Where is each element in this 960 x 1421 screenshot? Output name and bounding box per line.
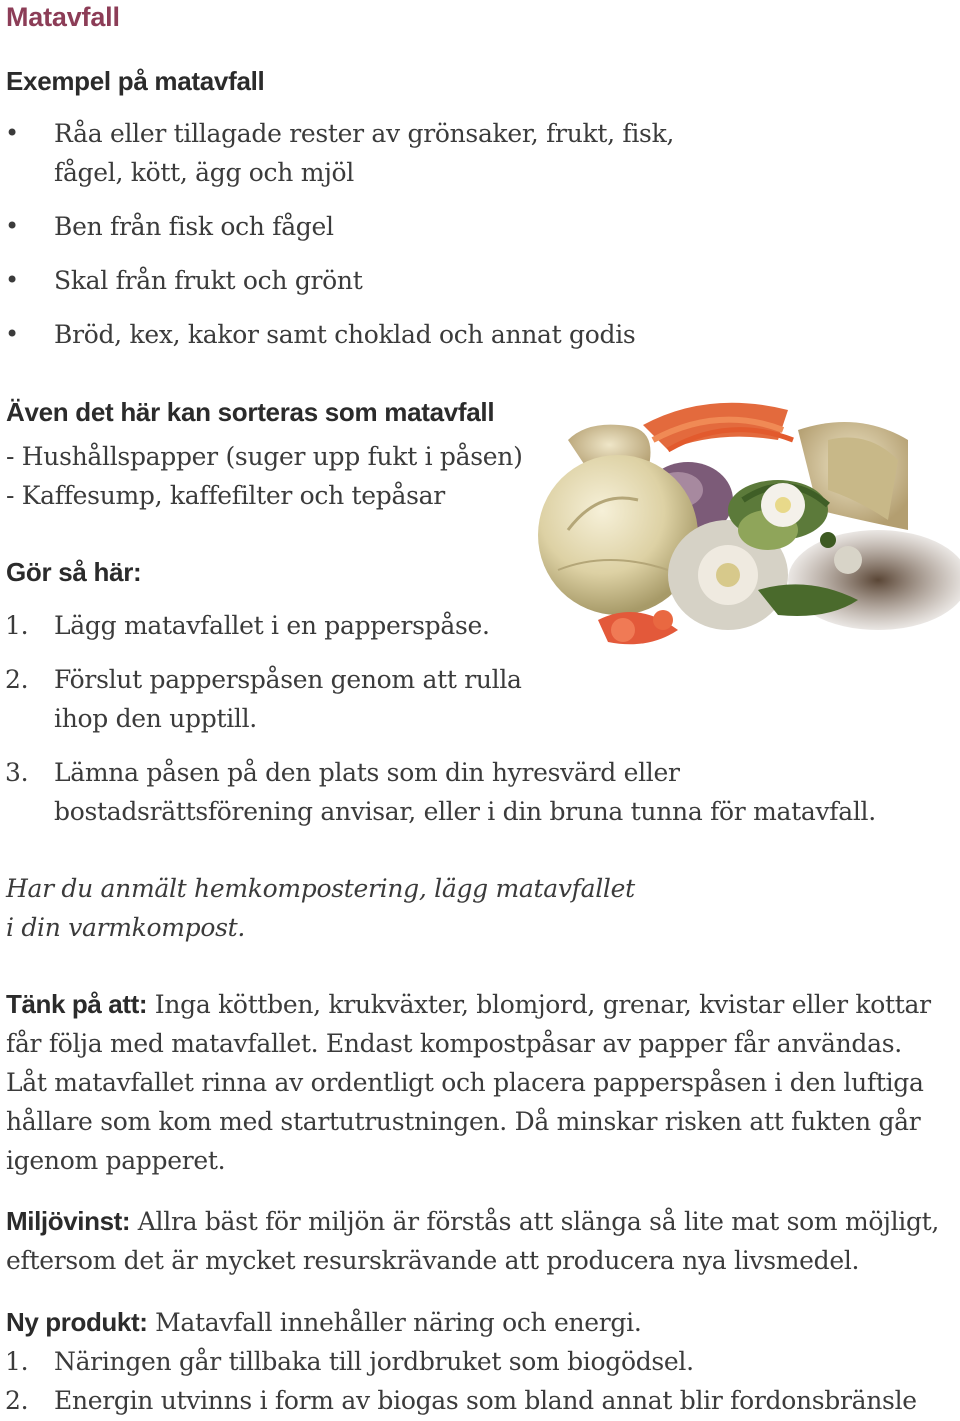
step-text: Lämna påsen på den plats som din hyresvärd eller bostadsrättsförening anvisar, eller i din bruna tunna för matavfall. xyxy=(54,758,876,826)
list-item: - Kaffesump, kaffefilter och tepåsar xyxy=(6,481,445,510)
product-paragraph xyxy=(6,1303,946,1342)
also-list xyxy=(6,437,566,515)
item-number: 1. xyxy=(5,1347,29,1376)
step-number: 3. xyxy=(5,758,29,787)
howto-steps xyxy=(0,606,940,846)
list-item: • Ben från fisk och fågel xyxy=(0,207,760,246)
env-label: Miljövinst: xyxy=(6,1206,131,1236)
product-text: Matavfall innehåller näring och energi. xyxy=(147,1308,642,1337)
examples-heading: Exempel på matavfall xyxy=(6,66,265,96)
product-label: Ny produkt: xyxy=(6,1307,148,1337)
list-item: • Råa eller tillagade rester av grönsaker, frukt, fisk, fågel, kött, ägg och mjöl xyxy=(0,114,734,192)
home-compost-note: Har du anmält hemkompostering, lägg matavfallet i din varmkompost. xyxy=(6,874,635,942)
step-text: Förslut papperspåsen genom att rulla ihop den upptill. xyxy=(54,665,522,733)
step-text: Lägg matavfallet i en papperspåse. xyxy=(54,611,490,640)
product-list xyxy=(0,1342,940,1420)
howto-heading: Gör så här: xyxy=(6,557,142,587)
step-number: 2. xyxy=(5,665,29,694)
list-item: - Hushållspapper (suger upp fukt i påsen) xyxy=(6,442,523,471)
list-item: • Skal från frukt och grönt xyxy=(0,261,760,300)
step-item xyxy=(0,606,514,645)
product-item xyxy=(0,1342,940,1381)
item-number: 2. xyxy=(5,1386,29,1415)
step-item xyxy=(0,660,554,738)
step-item xyxy=(0,753,924,831)
page-title: Matavfall xyxy=(6,2,120,32)
env-text: Allra bäst för miljön är förstås att slänga så lite mat som möjligt, eftersom det är mycket resurskrävande att producera nya livsmedel. xyxy=(6,1207,940,1275)
step-number: 1. xyxy=(5,611,29,640)
think-label: Tänk på att: xyxy=(6,989,148,1019)
env-paragraph xyxy=(6,1202,946,1280)
item-text: Energin utvinns i form av biogas som bland annat blir fordonsbränsle xyxy=(54,1386,917,1415)
also-heading: Även det här kan sorteras som matavfall xyxy=(6,397,495,427)
think-text: Inga köttben, krukväxter, blomjord, grenar, kvistar eller kottar får följa med matavfallet. Endast kompostpåsar av papper får användas. Låt matavfallet rinna av ordentligt och placera papperspåsen i den luftiga hållare som kom med startutrustningen. Då minskar risken att fukten går igenom papperet. xyxy=(6,990,931,1175)
list-item: • Bröd, kex, kakor samt choklad och annat godis xyxy=(0,315,760,354)
product-item xyxy=(0,1381,940,1420)
think-paragraph xyxy=(6,985,946,1180)
item-text: Näringen går tillbaka till jordbruket som biogödsel. xyxy=(54,1347,694,1376)
